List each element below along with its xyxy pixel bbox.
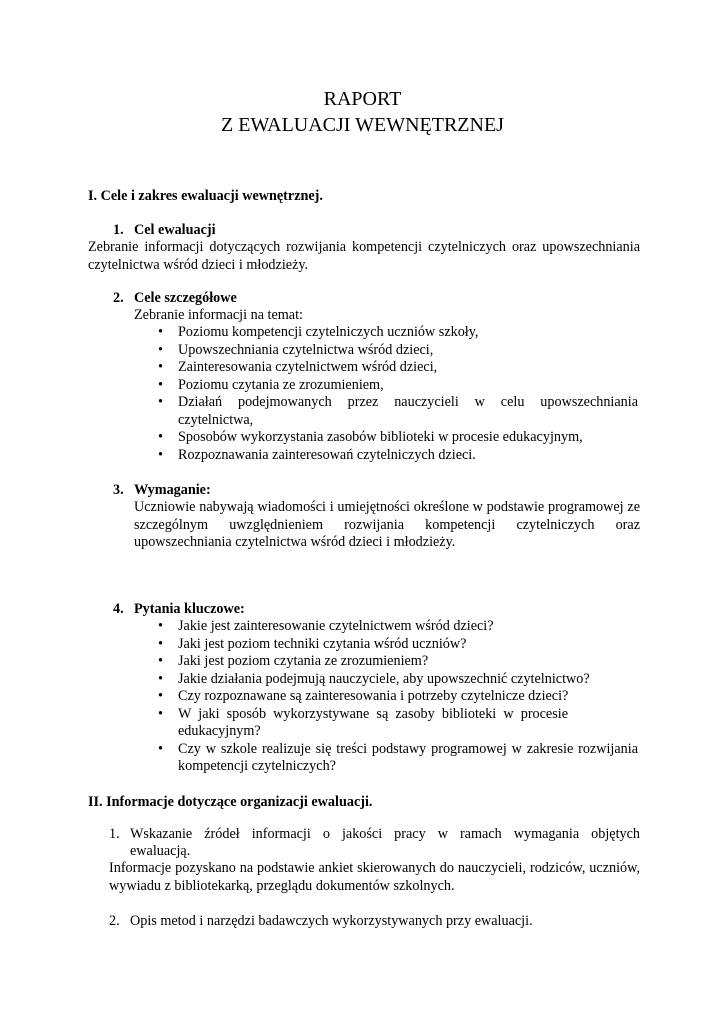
section1-item1-number: 1. (113, 222, 124, 238)
section1-item1-text: Zebranie informacji dotyczących rozwijania kompetencji czytelniczych oraz upowszechniania czytelnictwa wśród dzieci i młodzieży. (88, 239, 640, 273)
section1-item4-bullet-list (153, 618, 638, 776)
list-item: • Sposobów wykorzystania zasobów biblioteki w procesie edukacyjnym, (153, 429, 638, 447)
report-title-line1: RAPORT (323, 88, 402, 110)
section1-heading: I. Cele i zakres ewaluacji wewnętrznej. (88, 188, 323, 204)
section1-item2-heading (113, 290, 237, 308)
list-item: • Poziomu czytania ze zrozumieniem, (153, 377, 638, 395)
list-item: • Jaki jest poziom czytania ze zrozumieniem? (153, 653, 638, 671)
section1-item4-number: 4. (113, 601, 124, 617)
section1-item2-intro: Zebranie informacji na temat: (134, 307, 303, 323)
section1-item2-number: 2. (113, 290, 124, 306)
section1-item2-bullet-list (153, 324, 638, 464)
section2-item2-number: 2. (109, 913, 120, 929)
section1-item3-number: 3. (113, 482, 124, 498)
section1-item3-title: Wymaganie: (134, 482, 211, 498)
section1-item1-title: Cel ewaluacji (134, 222, 216, 238)
list-item: • Upowszechniania czytelnictwa wśród dzieci, (153, 342, 638, 360)
list-item: • Zainteresowania czytelnictwem wśród dzieci, (153, 359, 638, 377)
list-item: • Czy rozpoznawane są zainteresowania i potrzeby czytelnicze dzieci? (153, 688, 638, 706)
section2-item1-body: Informacje pozyskano na podstawie ankiet skierowanych do nauczycieli, rodziców, uczniów, wywiadu z bibliotekarką, przeglądu dokumentów szkolnych. (109, 860, 640, 894)
list-item: • Poziomu kompetencji czytelniczych uczniów szkoły, (153, 324, 638, 342)
list-item: • Jaki jest poziom techniki czytania wśród uczniów? (153, 636, 638, 654)
section1-item2-title: Cele szczegółowe (134, 290, 237, 306)
section1-item3-heading (113, 482, 211, 500)
section1-item3-text: Uczniowie nabywają wiadomości i umiejętności określone w podstawie programowej ze szczególnym uwzględnieniem rozwijania kompetencji czytelniczych oraz upowszechniania czytelnictwa wśród dzieci i młodzieży. (134, 499, 640, 550)
list-item: • Działań podejmowanych przez nauczycieli w celu upowszechniania czytelnictwa, (153, 394, 638, 429)
section2-item1-title-line1: Wskazanie źródeł informacji o jakości pracy w ramach wymagania objętych (130, 826, 640, 842)
section2-heading: II. Informacje dotyczące organizacji ewaluacji. (88, 794, 373, 810)
list-item: • W jaki sposób wykorzystywane są zasoby biblioteki w procesie edukacyjnym? (153, 706, 638, 741)
list-item: • Czy w szkole realizuje się treści podstawy programowej w zakresie rozwijania kompetencji czytelniczych? (153, 741, 638, 776)
section2-item2-text: Opis metod i narzędzi badawczych wykorzystywanych przy ewaluacji. (130, 913, 533, 929)
section1-item1-heading (113, 222, 216, 240)
list-item: • Jakie jest zainteresowanie czytelnictwem wśród dzieci? (153, 618, 638, 636)
section1-item4-title: Pytania kluczowe: (134, 601, 245, 617)
section2-item1-title-line2: ewaluacją. (130, 843, 191, 859)
section1-item4-heading (113, 601, 245, 619)
section2-item1-number: 1. (109, 826, 120, 842)
list-item: • Rozpoznawania zainteresowań czytelniczych dzieci. (153, 447, 638, 465)
list-item: • Jakie działania podejmują nauczyciele, aby upowszechnić czytelnictwo? (153, 671, 638, 689)
report-title-line2: Z EWALUACJI WEWNĘTRZNEJ (221, 114, 504, 136)
